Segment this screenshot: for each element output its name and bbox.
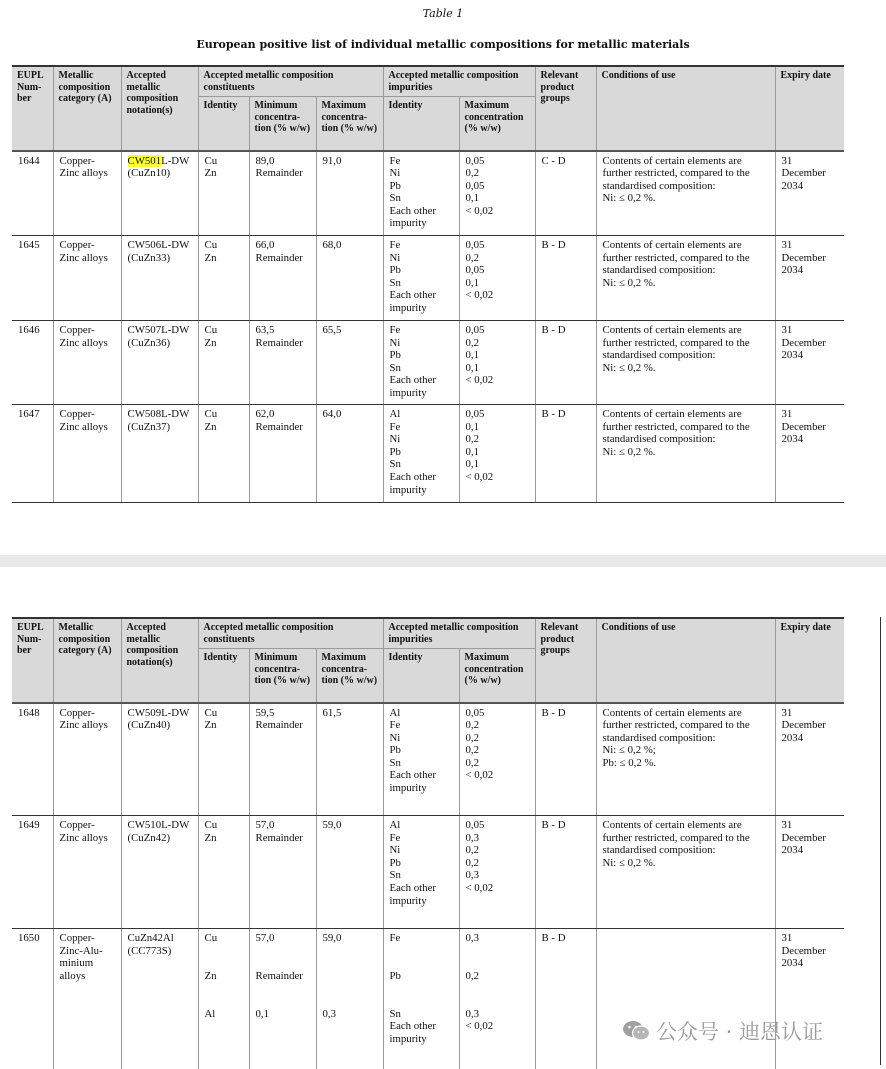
- cell-conditions: Contents of certain elements are further restricted, compared to the standardised composition: Ni: ≤ 0,2 %.: [596, 816, 775, 929]
- cell-category: Copper- Zinc alloys: [53, 703, 121, 816]
- cell-imp-max: 0,3 0,2 0,3 < 0,02: [459, 929, 535, 1069]
- cell-max: 59,0 0,3: [316, 929, 383, 1069]
- cell-notation: CuZn42Al (CC773S): [121, 929, 198, 1069]
- cell-groups: B - D: [535, 321, 596, 405]
- header-constituents: Accepted metallic composition constituents: [198, 618, 383, 649]
- cell-conditions: Contents of certain elements are further restricted, compared to the standardised composition: Ni: ≤ 0,2 %.: [596, 321, 775, 405]
- cell-imp-max: 0,05 0,2 0,2 0,2 0,2 < 0,02: [459, 703, 535, 816]
- cell-imp-identity: Fe Ni Pb Sn Each other impurity: [383, 321, 459, 405]
- header-notation: Accepted metallic composition notation(s): [121, 618, 198, 703]
- cell-max: 65,5: [316, 321, 383, 405]
- document-page-2: [0, 567, 886, 1065]
- cell-imp-identity: Fe Ni Pb Sn Each other impurity: [383, 236, 459, 321]
- cell-min: 63,5 Remainder: [249, 321, 316, 405]
- cell-imp-max: 0,05 0,2 0,05 0,1 < 0,02: [459, 151, 535, 236]
- cell-imp-identity: Al Fe Ni Pb Sn Each other impurity: [383, 405, 459, 503]
- search-highlight: CW501: [127, 154, 162, 167]
- cell-min: 89,0 Remainder: [249, 151, 316, 236]
- cell-imp-identity: Fe Ni Pb Sn Each other impurity: [383, 151, 459, 236]
- table-row: [12, 151, 844, 236]
- table-row: [12, 816, 844, 929]
- notation-text: L-DW (CuZn10): [127, 154, 190, 180]
- cell-imp-max: 0,05 0,2 0,1 0,1 < 0,02: [459, 321, 535, 405]
- cell-eupl: 1645: [12, 236, 53, 321]
- cell-identity: Cu Zn: [198, 151, 249, 236]
- cell-identity: Cu Zn: [198, 236, 249, 321]
- table-body: [12, 703, 844, 1069]
- cell-eupl: 1646: [12, 321, 53, 405]
- header-constituents: Accepted metallic composition constituents: [198, 66, 383, 97]
- header-min-conc: Minimum concentra-tion (% w/w): [249, 649, 316, 703]
- watermark: [622, 1016, 823, 1046]
- header-eupl: EUPL Num-ber: [12, 618, 53, 703]
- header-notation: Accepted metallic composition notation(s): [121, 66, 198, 151]
- cell-notation: CW508L-DW (CuZn37): [121, 405, 198, 503]
- cell-max: 68,0: [316, 236, 383, 321]
- cell-eupl: 1647: [12, 405, 53, 503]
- header-identity: Identity: [198, 649, 249, 703]
- page-separator: [0, 555, 886, 567]
- cell-imp-max: 0,05 0,1 0,2 0,1 0,1 < 0,02: [459, 405, 535, 503]
- header-identity: Identity: [198, 97, 249, 151]
- wechat-icon: [622, 1020, 650, 1042]
- table-row: [12, 703, 844, 816]
- cell-groups: B - D: [535, 236, 596, 321]
- header-imp-identity: Identity: [383, 97, 459, 151]
- cell-imp-identity: Al Fe Ni Pb Sn Each other impurity: [383, 703, 459, 816]
- cell-category: Copper- Zinc alloys: [53, 236, 121, 321]
- cell-imp-identity: Al Fe Ni Pb Sn Each other impurity: [383, 816, 459, 929]
- table-header: [12, 618, 844, 703]
- cell-max: 64,0: [316, 405, 383, 503]
- cell-eupl: 1650: [18, 932, 40, 944]
- page-edge-line: [880, 617, 881, 1065]
- header-max-conc: Maximum concentra-tion (% w/w): [316, 649, 383, 703]
- cell-eupl: 1648: [12, 703, 53, 816]
- cell-expiry: 31 December 2034: [775, 816, 844, 929]
- header-expiry: Expiry date: [775, 618, 844, 703]
- cell-conditions: Contents of certain elements are further restricted, compared to the standardised composition: Ni: ≤ 0,2 %.: [596, 151, 775, 236]
- table-body: [12, 151, 844, 503]
- cell-identity: Cu Zn: [198, 405, 249, 503]
- cell-conditions: Contents of certain elements are further restricted, compared to the standardised composition: Ni: ≤ 0,2 %.: [596, 405, 775, 503]
- cell-expiry: 31 December 2034: [775, 321, 844, 405]
- table-row: [12, 321, 844, 405]
- cell-identity: Cu Zn Al: [198, 929, 249, 1069]
- table-row: [12, 405, 844, 503]
- cell-max: 61,5: [316, 703, 383, 816]
- cell-notation: CW507L-DW (CuZn36): [121, 321, 198, 405]
- cell-notation: [121, 151, 198, 236]
- header-impurities: Accepted metallic composition impurities: [383, 618, 535, 649]
- compositions-table-page-1: [12, 65, 844, 503]
- cell-expiry: 31 December 2034: [775, 405, 844, 503]
- header-impurities: Accepted metallic composition impurities: [383, 66, 535, 97]
- cell-category: Copper- Zinc-Alu- minium alloys: [53, 929, 121, 1069]
- header-imp-identity: Identity: [383, 649, 459, 703]
- cell-conditions: [596, 929, 775, 1069]
- cell-imp-max: 0,05 0,2 0,05 0,1 < 0,02: [459, 236, 535, 321]
- cell-eupl: 1649: [12, 816, 53, 929]
- cell-identity: Cu Zn: [198, 321, 249, 405]
- cell-min: 57,0 Remainder 0,1: [249, 929, 316, 1069]
- cell-groups: B - D: [535, 929, 596, 1069]
- cell-expiry: 31 December 2034: [775, 236, 844, 321]
- cell-expiry: 31 December 2034: [775, 703, 844, 816]
- table-title: European positive list of individual metallic compositions for metallic materials: [196, 38, 690, 51]
- cell-notation: CW509L-DW (CuZn40): [121, 703, 198, 816]
- header-conditions: Conditions of use: [596, 618, 775, 703]
- table-caption: Table 1: [422, 7, 464, 20]
- header-groups: Relevant product groups: [535, 618, 596, 703]
- cell-conditions: Contents of certain elements are further restricted, compared to the standardised composition: Ni: ≤ 0,2 %.: [596, 236, 775, 321]
- cell-notation: CW510L-DW (CuZn42): [121, 816, 198, 929]
- cell-groups: C - D: [535, 151, 596, 236]
- header-category: Metallic composition category (A): [53, 618, 121, 703]
- cell-groups: B - D: [535, 816, 596, 929]
- cell-max: 91,0: [316, 151, 383, 236]
- cell-expiry: 31 December 2034: [775, 151, 844, 236]
- header-max-conc: Maximum concentra-tion (% w/w): [316, 97, 383, 151]
- table-row: [12, 236, 844, 321]
- cell-min: 59,5 Remainder: [249, 703, 316, 816]
- cell-min: 62,0 Remainder: [249, 405, 316, 503]
- table-header: [12, 66, 844, 151]
- cell-category: Copper- Zinc alloys: [53, 151, 121, 236]
- header-imp-max: Maximum concentration (% w/w): [459, 97, 535, 151]
- cell-min: 57,0 Remainder: [249, 816, 316, 929]
- cell-category: Copper- Zinc alloys: [53, 321, 121, 405]
- cell-identity: Cu Zn: [198, 703, 249, 816]
- cell-expiry: 31 December 2034: [775, 929, 844, 1069]
- cell-imp-max: 0,05 0,3 0,2 0,2 0,3 < 0,02: [459, 816, 535, 929]
- header-category: Metallic composition category (A): [53, 66, 121, 151]
- header-eupl: EUPL Num-ber: [12, 66, 53, 151]
- header-expiry: Expiry date: [775, 66, 844, 151]
- cell-category: Copper- Zinc alloys: [53, 816, 121, 929]
- cell-conditions: Contents of certain elements are further restricted, compared to the standardised composition: Ni: ≤ 0,2 %; Pb: ≤ 0,2 %.: [596, 703, 775, 816]
- table-row: [12, 929, 844, 1069]
- cell-groups: B - D: [535, 405, 596, 503]
- header-imp-max: Maximum concentration (% w/w): [459, 649, 535, 703]
- compositions-table-page-2: [12, 617, 844, 1069]
- cell-min: 66,0 Remainder: [249, 236, 316, 321]
- cell-eupl: 1644: [12, 151, 53, 236]
- header-groups: Relevant product groups: [535, 66, 596, 151]
- cell-category: Copper- Zinc alloys: [53, 405, 121, 503]
- cell-notation: CW506L-DW (CuZn33): [121, 236, 198, 321]
- cell-max: 59,0: [316, 816, 383, 929]
- watermark-text: 公众号 · 迪恩认证: [656, 1020, 824, 1044]
- cell-imp-identity: Fe Pb Sn Each other impurity: [383, 929, 459, 1069]
- cell-groups: B - D: [535, 703, 596, 816]
- header-min-conc: Minimum concentra-tion (% w/w): [249, 97, 316, 151]
- header-conditions: Conditions of use: [596, 66, 775, 151]
- cell-identity: Cu Zn: [198, 816, 249, 929]
